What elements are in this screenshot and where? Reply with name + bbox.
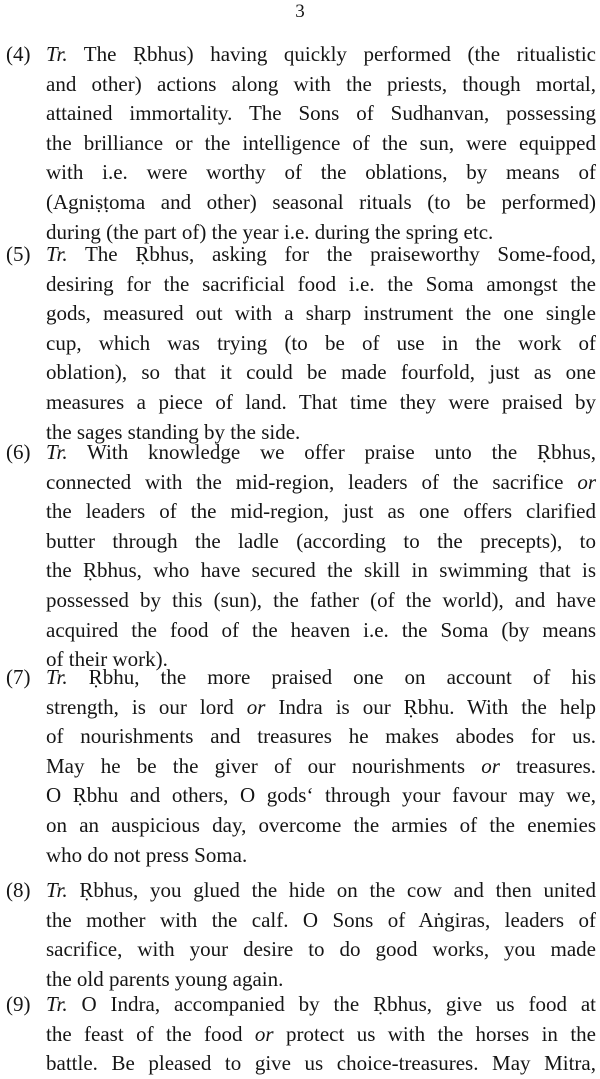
paragraph-number: (6) bbox=[6, 440, 31, 464]
paragraph-6 bbox=[0, 438, 600, 675]
paragraph-number: (8) bbox=[6, 878, 31, 902]
text-line: the brilliance or the intelligence of the sun, were equipped bbox=[46, 130, 596, 155]
text-line: measures a piece of land. That time they were praised by bbox=[46, 389, 596, 414]
text-run: Ṛbhus, you glued the hide on the cow and then united bbox=[67, 878, 596, 902]
page-number: 3 bbox=[295, 1, 305, 22]
text-line: desiring for the sacrificial food i.e. the Soma amongst the bbox=[46, 271, 596, 296]
paragraph-9 bbox=[0, 990, 600, 1079]
text-line bbox=[46, 876, 596, 906]
text-line: the Ṛbhus, who have secured the skill in swimming that is bbox=[46, 558, 596, 583]
italic-or: or bbox=[246, 694, 266, 719]
italic-or: or bbox=[481, 753, 500, 778]
text-line: during (the part of) the year i.e. during the spring etc. bbox=[46, 219, 494, 244]
paragraph-5 bbox=[0, 240, 600, 447]
text-run: May he be the giver of our nourishments bbox=[46, 753, 482, 778]
text-line: the old parents young again. bbox=[46, 966, 284, 991]
text-line: on an auspicious day, overcome the armies of the enemies bbox=[46, 812, 596, 837]
text-line: attained immortality. The Sons of Sudhanvan, possessing bbox=[46, 101, 596, 126]
paragraph-number: (9) bbox=[6, 992, 31, 1016]
text-line: of their work). bbox=[46, 647, 168, 672]
text-line: (Agniṣṭoma and other) seasonal rituals (to be performed) bbox=[46, 189, 596, 214]
translation-marker: Tr. bbox=[46, 42, 68, 66]
text-run: O Indra, accompanied by the Ṛbhus, give us food at bbox=[67, 992, 596, 1016]
text-run: Indra is our Ṛbhu. With the help bbox=[265, 694, 597, 719]
text-line: who do not press Soma. bbox=[46, 842, 248, 867]
paragraph-number: (4) bbox=[6, 42, 31, 66]
text-line: and other) actions along with the priests, though mortal, bbox=[46, 71, 596, 96]
text-line bbox=[46, 990, 596, 1020]
paragraph-number: (7) bbox=[6, 665, 31, 689]
text-run: treasures. bbox=[499, 753, 596, 778]
translation-marker: Tr. bbox=[46, 665, 68, 689]
text-line: the leaders of the mid-region, just as one offers clarified bbox=[46, 499, 596, 524]
text-line: the sages standing by the side. bbox=[46, 419, 301, 444]
italic-or: or bbox=[254, 1021, 274, 1046]
text-line: gods, measured out with a sharp instrument the one single bbox=[46, 301, 596, 326]
text-run: protect us with the horses in the bbox=[273, 1021, 596, 1046]
text-line bbox=[46, 240, 596, 270]
translation-marker: Tr. bbox=[46, 992, 68, 1016]
paragraph-4 bbox=[0, 40, 600, 247]
text-line: acquired the food of the heaven i.e. the Soma (by means bbox=[46, 617, 596, 642]
text-line: of nourishments and treasures he makes abodes for us. bbox=[46, 724, 596, 749]
text-line: sacrifice, with your desire to do good works, you made bbox=[46, 937, 596, 962]
text-line: the mother with the calf. O Sons of Aṅgiras, leaders of bbox=[46, 907, 596, 932]
text-line: O Ṛbhu and others, O gods‘ through your favour may we, bbox=[46, 783, 596, 808]
text-line bbox=[46, 752, 596, 782]
paragraph-7 bbox=[0, 663, 600, 870]
text-line bbox=[46, 1020, 596, 1050]
italic-or: or bbox=[577, 469, 596, 494]
translation-marker: Tr. bbox=[46, 878, 68, 902]
text-line bbox=[46, 40, 596, 70]
text-run: The Ṛbhus) having quickly performed (the ritualistic bbox=[67, 42, 596, 66]
text-line: with i.e. were worthy of the oblations, by means of bbox=[46, 160, 596, 185]
text-run: The Ṛbhus, asking for the praiseworthy Some-food, bbox=[67, 242, 596, 266]
text-line bbox=[46, 663, 596, 693]
text-run: Ṛbhu, the more praised one on account of his bbox=[67, 665, 596, 689]
text-line: cup, which was trying (to be of use in the work of bbox=[46, 330, 596, 355]
text-line: battle. Be pleased to give us choice-treasures. May Mitra, bbox=[46, 1051, 596, 1076]
translation-marker: Tr. bbox=[46, 440, 68, 464]
text-run: With knowledge we offer praise unto the Ṛbhus, bbox=[67, 440, 596, 464]
text-line: butter through the ladle (according to the precepts), to bbox=[46, 528, 596, 553]
text-line bbox=[46, 438, 596, 468]
text-run: connected with the mid-region, leaders of the sacrifice bbox=[46, 469, 578, 494]
paragraph-number: (5) bbox=[6, 242, 31, 266]
text-line bbox=[46, 693, 596, 723]
paragraph-8 bbox=[0, 876, 600, 994]
text-line: oblation), so that it could be made fourfold, just as one bbox=[46, 360, 596, 385]
text-line: possessed by this (sun), the father (of the world), and have bbox=[46, 587, 596, 612]
text-run: strength, is our lord bbox=[46, 694, 247, 719]
translation-marker: Tr. bbox=[46, 242, 68, 266]
text-line bbox=[46, 468, 596, 498]
text-run: the feast of the food bbox=[46, 1021, 255, 1046]
